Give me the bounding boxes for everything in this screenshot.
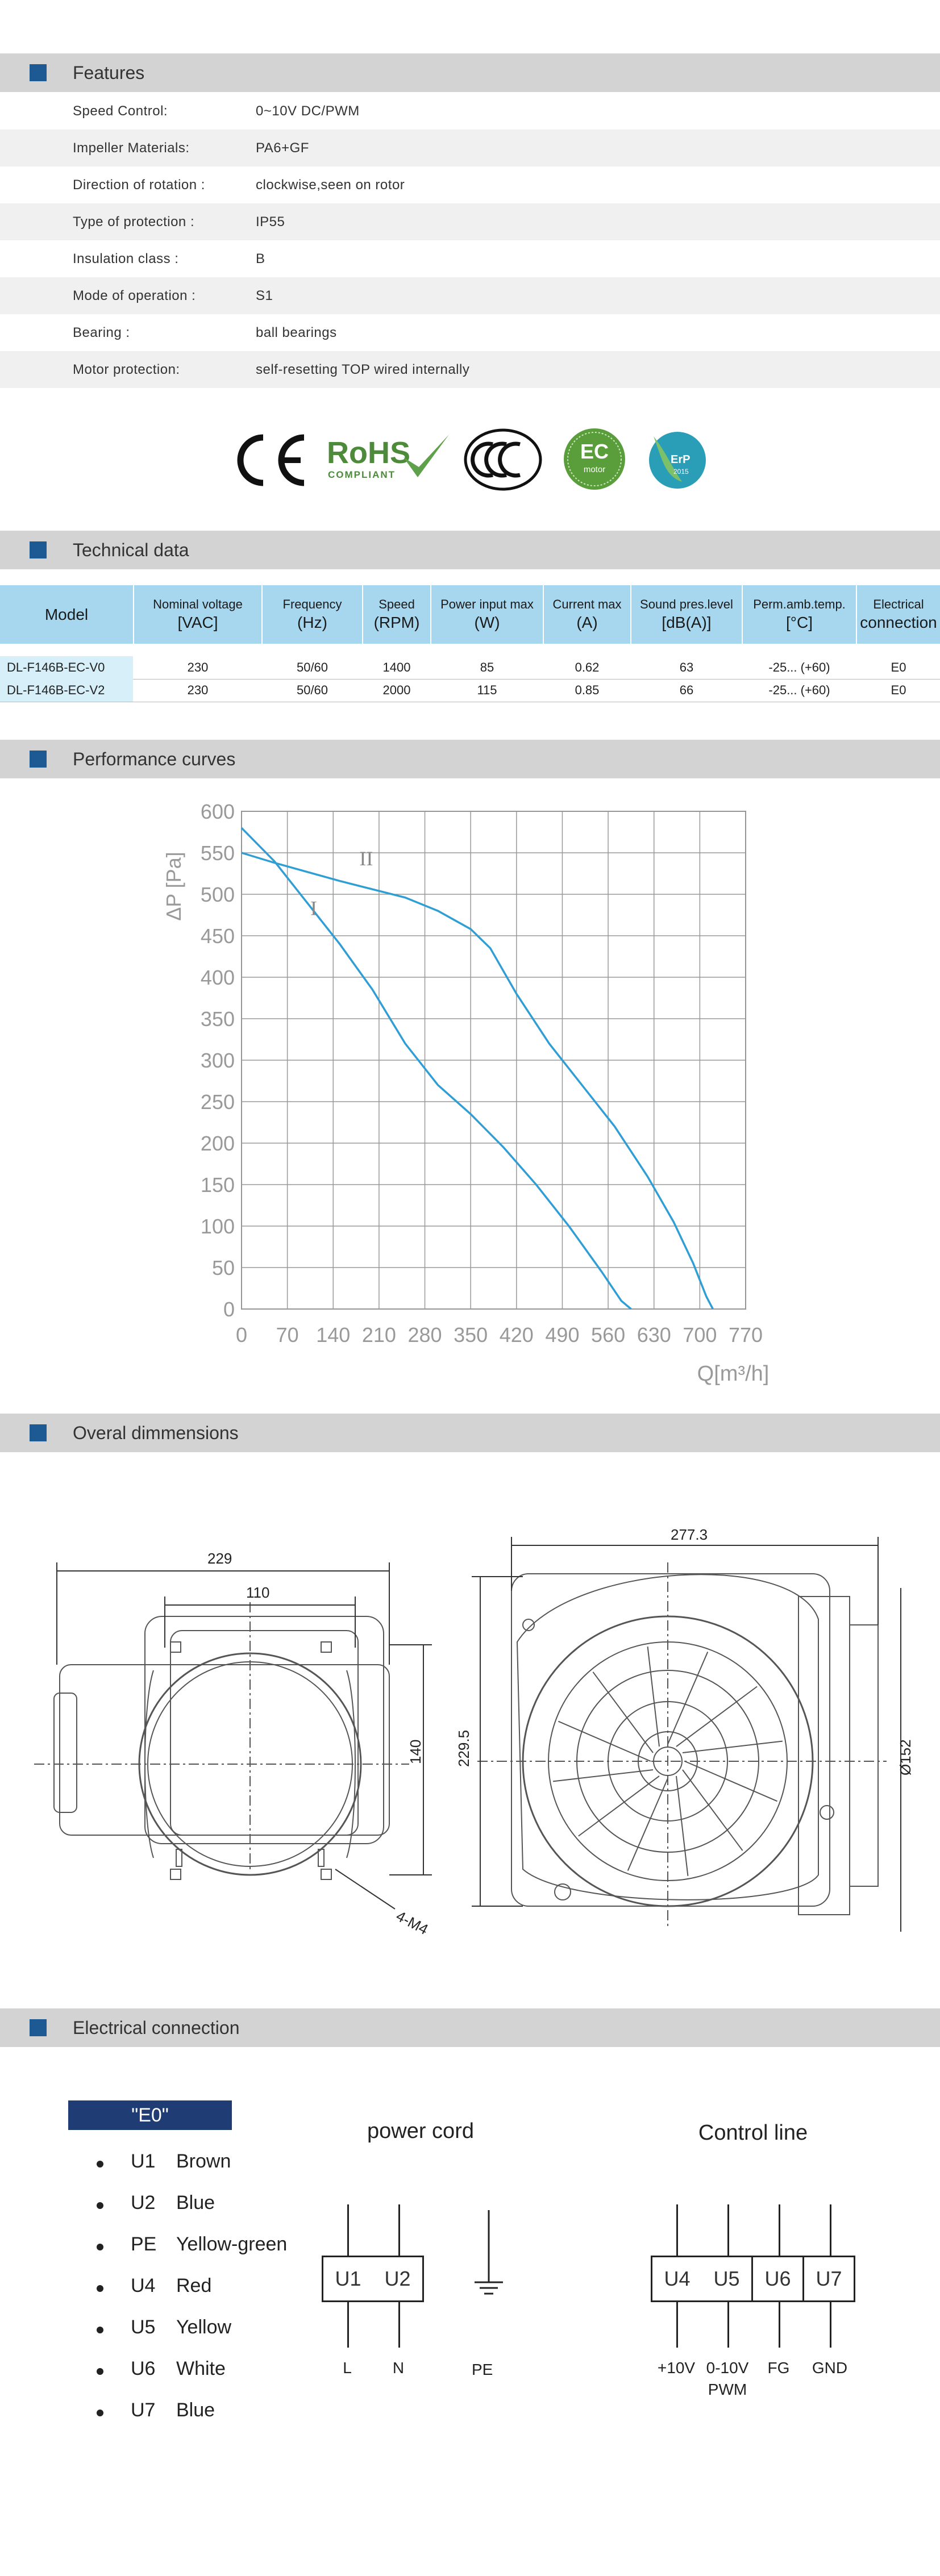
feature-label: Mode of operation :: [73, 288, 196, 303]
technical-title: Technical data: [73, 540, 189, 560]
ec-motor-logo: EC motor: [563, 427, 626, 491]
rohs-logo: RoHS COMPLIANT: [327, 432, 452, 489]
pin-label: +10V: [657, 2359, 696, 2377]
table-cell: 85: [480, 660, 494, 674]
section-marker-icon: [30, 541, 47, 558]
feature-value: S1: [256, 288, 273, 303]
feature-row: [0, 130, 940, 166]
pin-box: U6: [753, 2256, 804, 2302]
legend-code: U4: [131, 2275, 156, 2296]
electrical-title: Electrical connection: [73, 2018, 240, 2038]
table-header-cell: Power input max (W): [431, 585, 543, 644]
y-tick-label: 200: [200, 1132, 235, 1155]
table-cell: 0.62: [575, 660, 600, 674]
y-tick-label: 450: [200, 924, 235, 948]
feature-value: 0~10V DC/PWM: [256, 103, 360, 119]
pin-box: U4: [651, 2256, 704, 2302]
control-line-title: Control line: [698, 2121, 808, 2145]
table-cell: -25... (+60): [768, 683, 830, 697]
x-tick-label: 140: [316, 1323, 351, 1347]
y-tick-label: 150: [200, 1173, 235, 1197]
pin-label: GND: [812, 2359, 848, 2377]
feature-value: IP55: [256, 214, 285, 230]
feature-label: Impeller Materials:: [73, 140, 190, 156]
x-tick-label: 420: [499, 1323, 534, 1347]
x-tick-label: 700: [683, 1323, 717, 1347]
table-cell: E0: [891, 683, 906, 697]
y-tick-label: 350: [200, 1007, 235, 1031]
power-cord-title: power cord: [367, 2119, 474, 2143]
fan-spoke: [553, 1770, 653, 1781]
legend-color: Yellow-green: [176, 2233, 288, 2255]
dim-229: 229: [207, 1550, 232, 1567]
y-tick-label: 500: [200, 883, 235, 906]
fan-spoke: [648, 1647, 659, 1746]
dim-4m4: 4-M4: [393, 1907, 431, 1939]
table-header-cell: Current max (A): [544, 585, 630, 644]
wire-line: [830, 2302, 831, 2348]
dim-110: 110: [246, 1584, 270, 1601]
legend-color: Brown: [176, 2150, 231, 2172]
table-cell: 1400: [382, 660, 411, 674]
feature-label: Speed Control:: [73, 103, 168, 119]
y-tick-label: 100: [200, 1215, 235, 1238]
x-tick-label: 280: [407, 1323, 442, 1347]
x-tick-label: 490: [545, 1323, 580, 1347]
feature-row: [0, 277, 940, 314]
technical-section-bar: [0, 531, 940, 569]
fan-spoke: [685, 1761, 777, 1801]
dimension-drawing: [0, 1477, 940, 1943]
table-cell: -25... (+60): [768, 660, 830, 674]
y-tick-label: 50: [211, 1256, 235, 1279]
fan-spoke: [683, 1741, 783, 1753]
wire-line: [398, 2204, 400, 2256]
wire-line: [779, 2204, 780, 2256]
feature-row: [0, 203, 940, 240]
table-cell: E0: [891, 660, 906, 674]
y-tick-label: 550: [200, 841, 235, 865]
feature-value: ball bearings: [256, 325, 337, 340]
x-tick-label: 70: [276, 1323, 299, 1347]
legend-code: U7: [131, 2399, 156, 2421]
pin-box: U5: [702, 2256, 753, 2302]
table-header-cell: Nominal voltage [VAC]: [134, 585, 261, 644]
feature-label: Type of protection :: [73, 214, 195, 230]
table-cell: 230: [187, 660, 209, 674]
pin-sublabel: PWM: [708, 2381, 747, 2398]
feature-row: [0, 166, 940, 203]
ground-icon: [472, 2210, 506, 2301]
section-marker-icon: [30, 751, 47, 768]
features-section-bar: [0, 53, 940, 92]
bullet-icon: [97, 2368, 103, 2375]
bullet-icon: [97, 2410, 103, 2416]
feature-value: B: [256, 251, 265, 266]
legend-code: U1: [131, 2150, 156, 2172]
y-axis-label: ΔP [Pa]: [162, 852, 185, 921]
wire-line: [779, 2302, 780, 2348]
y-tick-label: 300: [200, 1049, 235, 1072]
fan-spoke: [668, 1652, 708, 1744]
table-header-cell: Speed (RPM): [363, 585, 430, 644]
x-tick-label: 210: [361, 1323, 396, 1347]
table-row: [0, 656, 940, 680]
fan-spoke: [676, 1776, 688, 1876]
dim-140: 140: [407, 1739, 424, 1764]
x-tick-label: 0: [235, 1323, 248, 1347]
y-tick-label: 600: [200, 800, 235, 823]
table-cell: DL-F146B-EC-V2: [0, 679, 133, 702]
table-cell: 63: [679, 660, 694, 674]
pin-box: U1: [322, 2256, 375, 2302]
table-row: [0, 679, 940, 702]
performance-title: Performance curves: [73, 749, 236, 769]
legend-code: U2: [131, 2192, 156, 2214]
section-marker-icon: [30, 64, 47, 81]
series-label: I: [310, 897, 317, 920]
feature-value: PA6+GF: [256, 140, 309, 156]
feature-row: [0, 240, 940, 277]
wire-line: [347, 2302, 349, 2348]
feature-label: Insulation class :: [73, 251, 179, 266]
legend-code: U6: [131, 2358, 156, 2379]
features-title: Features: [73, 62, 145, 83]
table-header-cell: Sound pres.level [dB(A)]: [631, 585, 742, 644]
bullet-icon: [97, 2327, 103, 2333]
ccc-logo: [463, 427, 543, 493]
table-cell: 230: [187, 683, 209, 697]
performance-section-bar: [0, 740, 940, 778]
pin-box: U2: [373, 2256, 424, 2302]
pin-label: 0-10V: [706, 2359, 749, 2377]
table-cell: DL-F146B-EC-V0: [0, 656, 133, 679]
dim-229-5: 229.5: [455, 1729, 472, 1767]
bullet-icon: [97, 2202, 103, 2209]
wire-line: [727, 2204, 729, 2256]
feature-label: Motor protection:: [73, 362, 180, 377]
section-marker-icon: [30, 2019, 47, 2036]
x-tick-label: 630: [637, 1323, 671, 1347]
y-tick-label: 400: [200, 966, 235, 989]
bullet-icon: [97, 2161, 103, 2167]
pin-label: FG: [767, 2359, 790, 2377]
dim-277: 277.3: [671, 1526, 708, 1543]
table-header-cell: Model: [0, 585, 133, 644]
x-tick-label: 350: [454, 1323, 488, 1347]
legend-color: White: [176, 2358, 226, 2379]
wire-line: [727, 2302, 729, 2348]
legend-code: PE: [131, 2233, 157, 2255]
bullet-icon: [97, 2244, 103, 2250]
legend-color: Red: [176, 2275, 212, 2296]
table-cell: 50/60: [296, 683, 328, 697]
ce-logo: [230, 429, 310, 491]
table-cell: 2000: [382, 683, 411, 697]
legend-color: Yellow: [176, 2316, 232, 2338]
pe-label: PE: [472, 2361, 493, 2378]
x-tick-label: 560: [591, 1323, 626, 1347]
y-tick-label: 0: [223, 1298, 235, 1321]
feature-label: Bearing :: [73, 325, 130, 340]
x-axis-label: Q[m³/h]: [697, 1362, 770, 1386]
legend-code: U5: [131, 2316, 156, 2338]
feature-row: [0, 351, 940, 388]
pin-box: U7: [804, 2256, 855, 2302]
table-cell: 66: [679, 683, 694, 697]
series-label: II: [359, 847, 373, 870]
connection-code-badge: "E0": [68, 2100, 232, 2130]
dim-152: Ø152: [897, 1739, 914, 1775]
feature-value: self-resetting TOP wired internally: [256, 362, 470, 377]
side-view-body: [60, 1665, 389, 1835]
wire-line: [347, 2204, 349, 2256]
table-header-cell: Electrical connection: [857, 585, 940, 644]
feature-value: clockwise,seen on rotor: [256, 177, 405, 193]
pin-label: L: [343, 2359, 352, 2377]
erp-logo: ErP 2015: [642, 425, 708, 491]
section-marker-icon: [30, 1424, 47, 1441]
dimensions-title: Overal dimmensions: [73, 1423, 239, 1443]
feature-row: [0, 314, 940, 351]
fan-spoke: [628, 1778, 668, 1871]
y-tick-label: 250: [200, 1090, 235, 1114]
feature-label: Direction of rotation :: [73, 177, 205, 193]
wire-line: [398, 2302, 400, 2348]
table-cell: 0.85: [575, 683, 600, 697]
table-cell: 115: [477, 683, 497, 697]
dimensions-section-bar: [0, 1414, 940, 1452]
electrical-section-bar: [0, 2008, 940, 2047]
wire-line: [676, 2302, 678, 2348]
feature-row: [0, 93, 940, 130]
performance-chart: [0, 784, 940, 1398]
wire-line: [830, 2204, 831, 2256]
x-tick-label: 770: [728, 1323, 763, 1347]
legend-color: Blue: [176, 2192, 215, 2214]
legend-color: Blue: [176, 2399, 215, 2421]
fan-spoke: [558, 1721, 651, 1761]
bullet-icon: [97, 2285, 103, 2292]
wire-line: [676, 2204, 678, 2256]
pin-label: N: [392, 2359, 405, 2377]
table-header-cell: Frequency (Hz): [263, 585, 362, 644]
table-header-cell: Perm.amb.temp. [°C]: [743, 585, 856, 644]
table-cell: 50/60: [296, 660, 328, 674]
